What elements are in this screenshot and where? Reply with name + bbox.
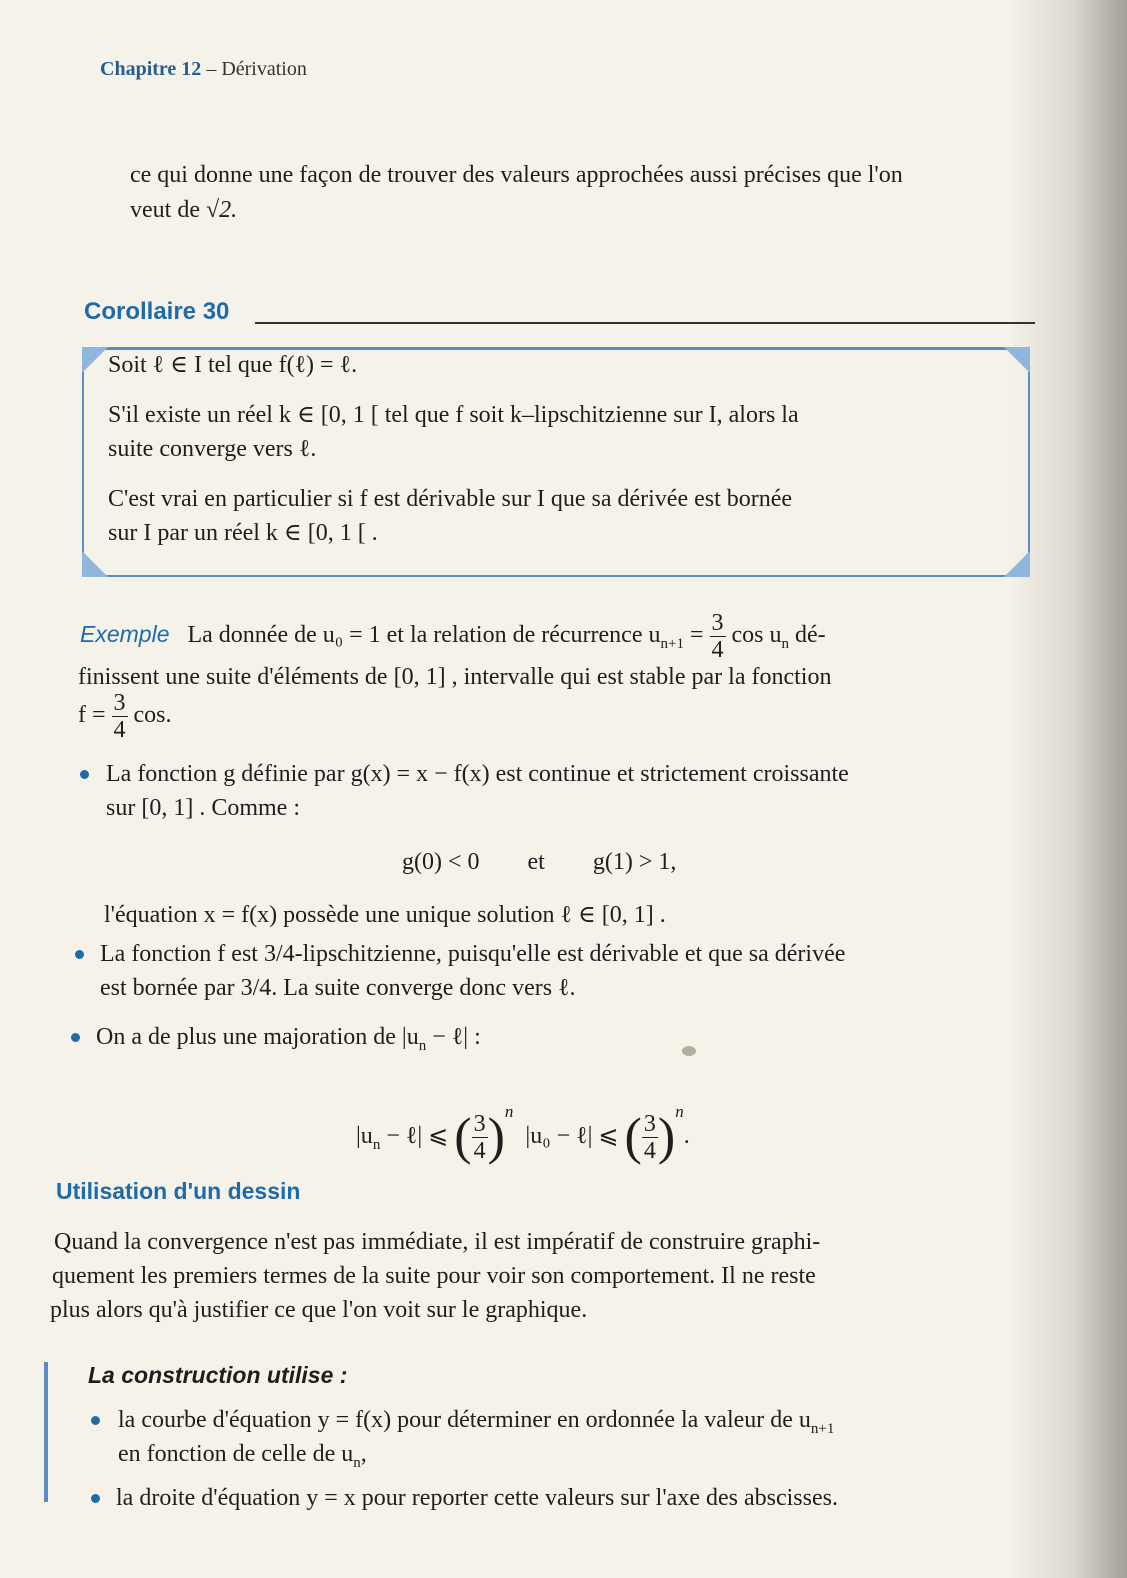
box-corner-ornament — [1004, 551, 1030, 577]
fraction-3-4 — [710, 610, 726, 663]
example-f-eq: f = — [78, 702, 112, 729]
fraction-denominator: 4 — [711, 637, 724, 663]
bullet-1-line-2: sur [0, 1] . Comme : — [106, 795, 300, 821]
corollary-line-4: C'est vrai en particulier si f est dérivable sur I que sa dérivée est bornée — [108, 486, 793, 512]
bullet-2-line-1: La fonction f est 3/4-lipschitzienne, puisqu'elle est dérivable et que sa dérivée — [100, 941, 846, 967]
bullet-icon — [71, 1033, 80, 1042]
box-corner-ornament — [82, 551, 108, 577]
construction-item-1-line-2 — [118, 1437, 367, 1480]
construction-item-1-sub: n+1 — [810, 1420, 835, 1437]
example-line-1 — [80, 610, 826, 663]
example-sub-n1: n+1 — [660, 635, 684, 652]
construction-title: La construction utilise : — [88, 1362, 348, 1388]
corollary-line-3: suite converge vers ℓ. — [108, 436, 317, 462]
ineq-left-sub: n — [372, 1136, 381, 1153]
fraction-3-4 — [112, 690, 128, 743]
bullet-3-line-1 — [96, 1020, 481, 1063]
example-hyphen: dé- — [789, 622, 826, 649]
ineq-left-end: − ℓ| ⩽ — [380, 1123, 455, 1149]
chapter-topic: Dérivation — [221, 58, 307, 80]
example-sub-n: n — [781, 635, 790, 652]
example-line-2: finissent une suite d'éléments de [0, 1] , intervalle qui est stable par la fonction — [78, 664, 832, 690]
bullet-3-end: − ℓ| : — [426, 1024, 481, 1050]
intro-line-2 — [130, 193, 237, 227]
corollary-line-1: Soit ℓ ∈ I tel que f(ℓ) = ℓ. — [108, 352, 358, 378]
intro-line-1: ce qui donne une façon de trouver des valeurs approchées aussi précises que l'on — [130, 162, 903, 188]
construction-item-2: la droite d'équation y = x pour reporter cette valeurs sur l'axe des abscisses. — [116, 1485, 838, 1511]
running-header — [100, 58, 307, 81]
ineq-mid: |u₀ − ℓ| ⩽ — [525, 1123, 625, 1149]
bullet-icon — [80, 770, 89, 779]
corollary-line-2: S'il existe un réel k ∈ [0, 1 [ tel que f soit k–lipschitzienne sur I, alors la — [108, 402, 799, 428]
corollary-title-rule — [255, 322, 1035, 324]
construction-item-1-line-2-text: en fonction de celle de u — [118, 1441, 354, 1467]
example-cos: cos u — [731, 622, 782, 649]
chapter-label: Chapitre 12 — [100, 58, 202, 80]
majoration-formula: $|u_n$ − ℓ| ⩽ ( $\frac{3}{4}$ )$^n$ |u₀ − ℓ| ⩽ ( $\frac{3}{4}$ )$^n$. — [356, 1102, 690, 1166]
dessin-line-1: Quand la convergence n'est pas immédiate, il est impératif de construire graphi- — [54, 1229, 821, 1255]
fraction-denominator: 4 — [643, 1137, 656, 1164]
fraction-numerator: 3 — [473, 1110, 486, 1137]
example-line-3 — [78, 690, 172, 743]
fraction-3-4 — [472, 1111, 488, 1164]
bullet-1-center-formula: g(0) < 0 et g(1) > 1, — [402, 849, 677, 875]
intro-line-2-text: veut de — [130, 197, 206, 223]
corollary-line-5: sur I par un réel k ∈ [0, 1 [ . — [108, 520, 378, 546]
exponent-n: n — [504, 1102, 514, 1121]
example-eq: = — [683, 622, 710, 649]
construction-item-1-text: la courbe d'équation y = f(x) pour déterminer en ordonnée la valeur de u — [118, 1407, 811, 1433]
fraction-3-4 — [642, 1111, 658, 1164]
corollary-title: Corollaire 30 — [84, 298, 230, 325]
example-label: Exemple — [80, 621, 170, 648]
dessin-line-3: plus alors qu'à justifier ce que l'on voit sur le graphique. — [50, 1297, 588, 1323]
bullet-icon — [91, 1494, 100, 1503]
bullet-3-sub: n — [418, 1037, 427, 1054]
bullet-1-line-1: La fonction g définie par g(x) = x − f(x) est continue et strictement croissante — [106, 761, 849, 787]
exponent-n: n — [675, 1102, 684, 1121]
fraction-numerator: 3 — [113, 690, 126, 716]
fraction-denominator: 4 — [473, 1137, 486, 1164]
construction-item-1-line-2-sub: n — [353, 1454, 361, 1471]
bullet-icon — [91, 1416, 100, 1425]
bullet-2-line-2: est bornée par 3/4. La suite converge donc vers ℓ. — [100, 975, 576, 1001]
smudge-mark — [682, 1046, 696, 1056]
header-separator: – — [201, 58, 222, 80]
example-cos-end: cos. — [133, 702, 172, 729]
fraction-denominator: 4 — [113, 717, 126, 743]
dessin-line-2: quement les premiers termes de la suite pour voir son comportement. Il ne reste — [52, 1263, 816, 1289]
fraction-numerator: 3 — [643, 1110, 656, 1137]
construction-side-bar — [44, 1362, 48, 1502]
ineq-left: |u — [356, 1123, 373, 1149]
construction-item-1-line-2-end: , — [360, 1441, 367, 1467]
bullet-1-line-3: l'équation x = f(x) possède une unique solution ℓ ∈ [0, 1] . — [104, 902, 666, 928]
section-title-dessin: Utilisation d'un dessin — [56, 1178, 301, 1204]
bullet-3-text: On a de plus une majoration de |u — [96, 1024, 419, 1050]
box-corner-ornament — [1004, 347, 1030, 373]
fraction-numerator: 3 — [711, 610, 724, 636]
sqrt2-math: √2. — [205, 197, 238, 223]
page-edge-shadow — [1007, 0, 1127, 1578]
bullet-icon — [75, 950, 84, 959]
example-text-a: La donnée de u₀ = 1 et la relation de récurrence u — [187, 622, 661, 649]
formula-end: . — [683, 1123, 690, 1149]
box-corner-ornament — [82, 347, 108, 373]
